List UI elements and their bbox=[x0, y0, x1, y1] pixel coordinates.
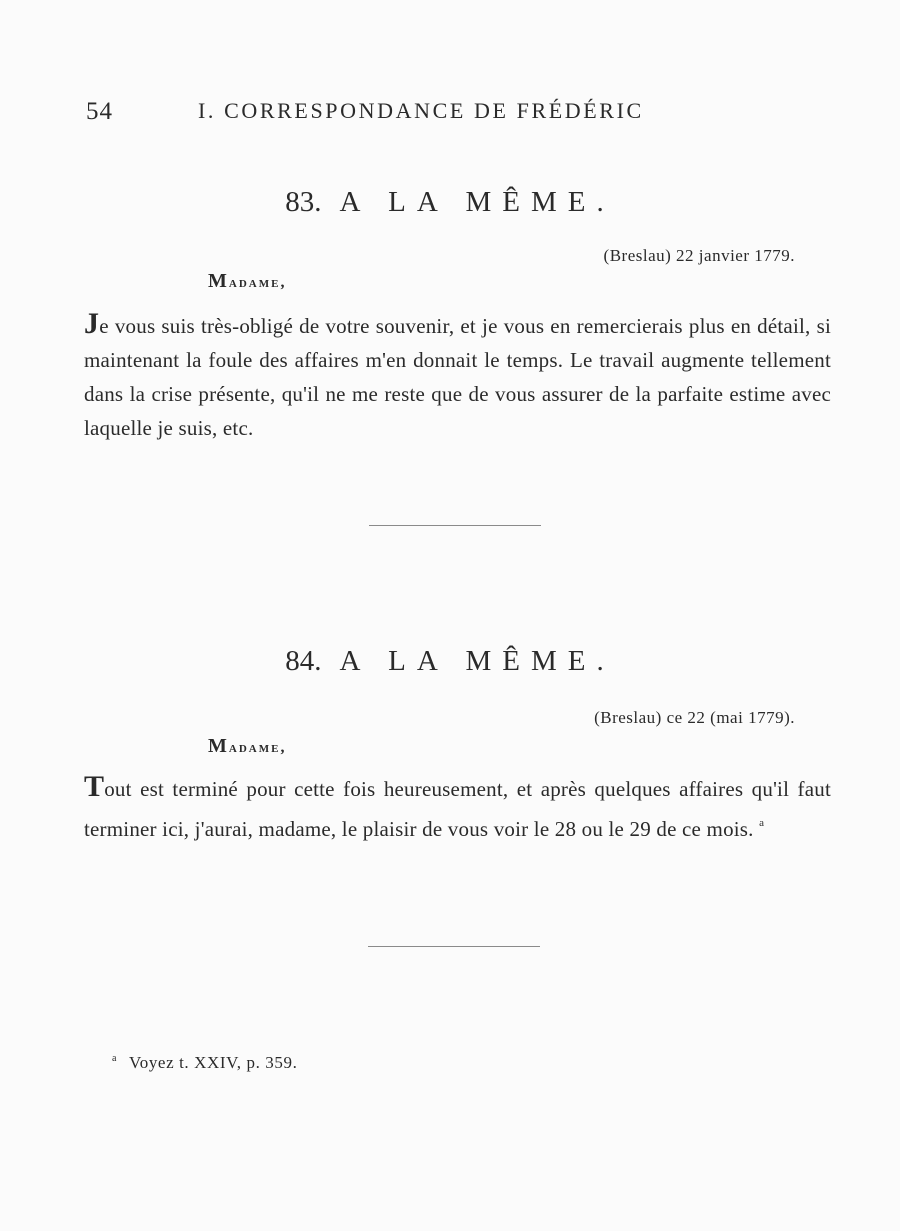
letter-83-salutation-rest: adame, bbox=[228, 274, 287, 291]
footnote-reference[interactable]: a bbox=[759, 817, 765, 829]
letter-83-salutation-initial: M bbox=[208, 270, 229, 292]
letter-83-title bbox=[0, 186, 900, 219]
letter-83-dateline: (Breslau) 22 janvier 1779. bbox=[603, 246, 795, 265]
running-head bbox=[0, 96, 900, 130]
footnote-marker: a bbox=[112, 1053, 118, 1064]
letter-84-salutation-initial: M bbox=[208, 735, 229, 757]
letter-84-title bbox=[0, 645, 900, 678]
letter-84-body-text: out est terminé pour cette fois heureusement, et après quelques affaires qu'il faut terminer ici, j'aurai, madame, le plaisir de vous voir le 28 ou le 29 de ce mois. bbox=[84, 777, 831, 841]
letter-83-body bbox=[84, 309, 831, 445]
letter-83-salutation bbox=[208, 270, 286, 293]
letter-83-recipient: A LA MÊME. bbox=[339, 186, 615, 218]
letter-83-body-text: e vous suis très-obligé de votre souvenir, et je vous en remercierais plus en détail, si maintenant la foule des affaires m'en donnait le temps. Le travail augmente tellement dans la crise présente, qu'il ne me reste que de vous assurer de la parfaite estime avec laquelle je suis, etc. bbox=[84, 314, 831, 440]
letter-84-recipient: A LA MÊME. bbox=[339, 645, 615, 677]
footnote bbox=[112, 1053, 297, 1073]
footnote-text: Voyez t. XXIV, p. 359. bbox=[129, 1053, 298, 1072]
page-number: 54 bbox=[86, 98, 113, 125]
letter-84-drop-cap: T bbox=[84, 770, 105, 803]
letter-84-dateline: (Breslau) ce 22 (mai 1779). bbox=[594, 708, 795, 727]
letter-83-number: 83. bbox=[285, 186, 322, 218]
running-head-title: I. CORRESPONDANCE DE FRÉDÉRIC bbox=[198, 98, 644, 123]
section-divider-rule bbox=[368, 946, 540, 947]
letter-84-body bbox=[84, 772, 831, 846]
section-divider-rule bbox=[369, 525, 541, 526]
letter-84-number: 84. bbox=[285, 645, 322, 677]
letter-84-salutation bbox=[208, 735, 286, 758]
letter-84-salutation-rest: adame, bbox=[228, 739, 287, 756]
letter-83-drop-cap: J bbox=[84, 307, 100, 340]
